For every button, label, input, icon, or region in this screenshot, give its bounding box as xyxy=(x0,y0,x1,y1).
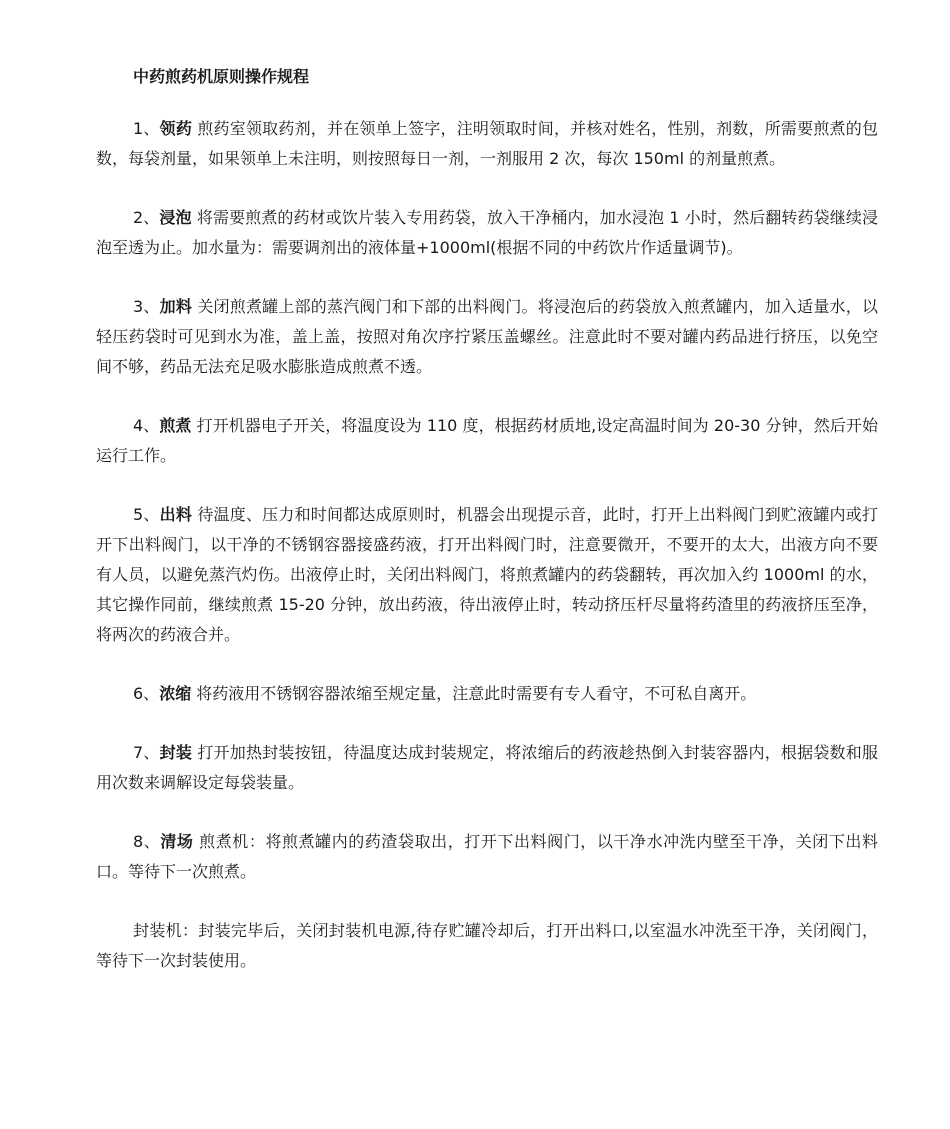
section-number: 8、 xyxy=(133,832,161,851)
section-body: 打开机器电子开关，将温度设为 110 度，根据药材质地,设定高温时间为 20-30 分钟，然后开始运行工作。 xyxy=(96,416,878,465)
section-heading: 清场 xyxy=(160,832,194,851)
section-3 xyxy=(96,292,878,382)
section-body: 待温度、压力和时间都达成原则时，机器会出现提示音，此时，打开上出料阀门到贮液罐内或打开下出料阀门，以干净的不锈钢容器接盛药液，打开出料阀门时，注意要微开，不要开的太大，出液方向不要有人员，以避免蒸汽灼伤。出液停止时，关闭出料阀门，将煎煮罐内的药袋翻转，再次加入约 1000ml 的水，其它操作同前，继续煎煮 15-20 分钟，放出药液，待出液停止时，转动挤压杆尽量将药渣里的药液挤压至净，将两次的药液合并。 xyxy=(96,505,878,644)
section-number: 1、 xyxy=(133,119,160,138)
closing-paragraph xyxy=(96,916,878,976)
section-number: 3、 xyxy=(133,297,160,316)
section-2 xyxy=(96,203,878,263)
section-heading: 封装 xyxy=(159,743,193,762)
section-1 xyxy=(96,114,878,174)
document-title: 中药煎药机原则操作规程 xyxy=(133,67,310,86)
section-number: 7、 xyxy=(133,743,160,762)
section-heading: 煎煮 xyxy=(159,416,192,435)
section-number: 6、 xyxy=(133,684,160,703)
section-heading: 出料 xyxy=(159,505,193,524)
closing-paragraph-text: 封装机：封装完毕后，关闭封装机电源,待存贮罐冷却后，打开出料口,以室温水冲洗至干净，关闭阀门，等待下一次封装使用。 xyxy=(96,921,878,970)
section-4 xyxy=(96,411,878,471)
section-number: 4、 xyxy=(133,416,160,435)
section-body: 将需要煎煮的药材或饮片装入专用药袋，放入干净桶内，加水浸泡 1 小时，然后翻转药袋继续浸泡至透为止。加水量为：需要调剂出的液体量+1000ml(根据不同的中药饮片作适量调节)。 xyxy=(96,208,878,257)
section-5 xyxy=(96,500,878,650)
section-body: 关闭煎煮罐上部的蒸汽阀门和下部的出料阀门。将浸泡后的药袋放入煎煮罐内，加入适量水，以轻压药袋时可见到水为准，盖上盖，按照对角次序拧紧压盖螺丝。注意此时不要对罐内药品进行挤压，以免空间不够，药品无法充足吸水膨胀造成煎煮不透。 xyxy=(96,297,878,376)
section-heading: 浸泡 xyxy=(159,208,192,227)
section-heading: 加料 xyxy=(159,297,193,316)
section-6 xyxy=(96,679,878,709)
section-number: 5、 xyxy=(133,505,160,524)
section-7 xyxy=(96,738,878,798)
section-number: 2、 xyxy=(133,208,160,227)
section-body: 将药液用不锈钢容器浓缩至规定量，注意此时需要有专人看守，不可私自离开。 xyxy=(196,684,757,703)
section-8 xyxy=(96,827,878,887)
section-heading: 领药 xyxy=(159,119,193,138)
section-body: 打开加热封装按钮，待温度达成封装规定，将浓缩后的药液趁热倒入封装容器内，根据袋数和服用次数来调解设定每袋装量。 xyxy=(96,743,878,792)
section-body: 煎煮机：将煎煮罐内的药渣袋取出，打开下出料阀门，以干净水冲洗内壁至干净，关闭下出料口。等待下一次煎煮。 xyxy=(96,832,878,881)
section-body: 煎药室领取药剂，并在领单上签字，注明领取时间，并核对姓名，性别，剂数，所需要煎煮的包数，每袋剂量，如果领单上未注明，则按照每日一剂，一剂服用 2 次，每次 150ml 的剂量煎煮。 xyxy=(96,119,878,168)
section-heading: 浓缩 xyxy=(159,684,192,703)
